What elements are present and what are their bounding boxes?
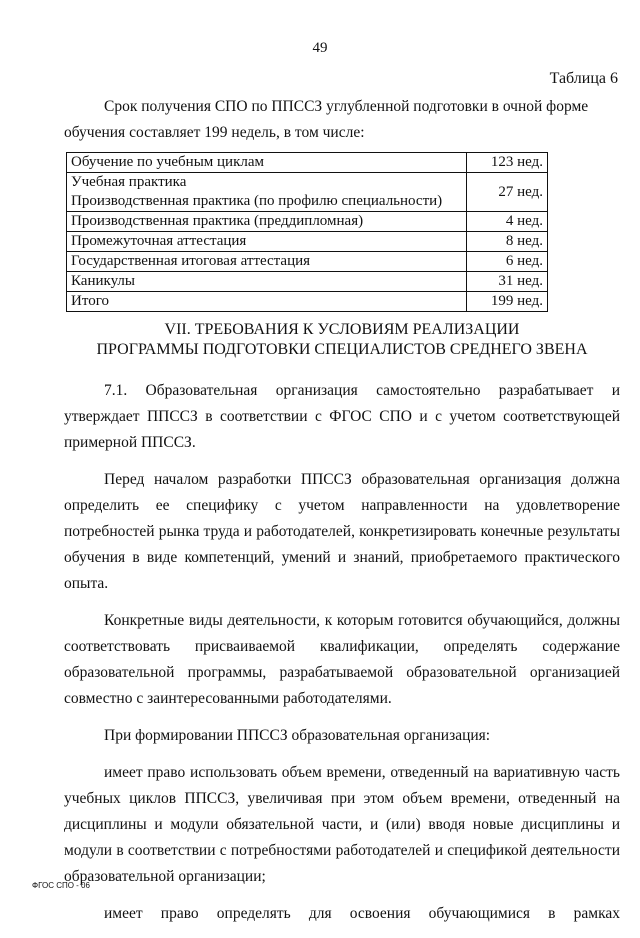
- row-label: Итого: [67, 292, 467, 312]
- paragraph: 7.1. Образовательная организация самостоятельно разрабатывает и утверждает ППССЗ в соответствии с ФГОС СПО и с учетом соответствующей примерной ППССЗ.: [64, 382, 620, 451]
- row-label: Каникулы: [67, 272, 467, 292]
- row-value: 199 нед.: [467, 292, 548, 312]
- row-label: Промежуточная аттестация: [67, 232, 467, 252]
- paragraph: При формировании ППССЗ образовательная организация:: [104, 727, 491, 744]
- row-value: 4 нед.: [467, 212, 548, 232]
- row-label: Производственная практика (преддипломная): [67, 212, 467, 232]
- intro-text: [64, 94, 620, 146]
- page-number: 49: [312, 40, 328, 56]
- section-title-line-1: VII. ТРЕБОВАНИЯ К УСЛОВИЯМ РЕАЛИЗАЦИИ: [164, 321, 520, 338]
- row-value: 123 нед.: [467, 153, 548, 173]
- row-label-line-2: Производственная практика (по профилю специальности): [71, 193, 443, 209]
- row-value: 31 нед.: [467, 272, 548, 292]
- table-row: [67, 252, 548, 272]
- intro-line-1: Срок получения СПО по ППССЗ углубленной подготовки в очной форме: [104, 98, 589, 115]
- row-label: Государственная итоговая аттестация: [67, 252, 467, 272]
- table-label: Таблица 6: [549, 70, 618, 87]
- intro-line-2: обучения составляет 199 недель, в том числе:: [64, 124, 365, 141]
- section-title: [64, 320, 620, 360]
- section-title-line-2: ПРОГРАММЫ ПОДГОТОВКИ СПЕЦИАЛИСТОВ СРЕДНЕГО ЗВЕНА: [96, 341, 588, 358]
- footer-code: ФГОС СПО - 06: [32, 881, 90, 890]
- table-row: [67, 292, 548, 312]
- row-label: Обучение по учебным циклам: [67, 153, 467, 173]
- row-label-line-1: Учебная практика: [71, 174, 187, 190]
- row-value: 8 нед.: [467, 232, 548, 252]
- study-weeks-table: [66, 152, 548, 312]
- row-label: [67, 173, 467, 212]
- table-row: [67, 173, 548, 212]
- paragraph: Перед началом разработки ППССЗ образовательная организация должна определить ее специфику с учетом направленности на удовлетворение потребностей рынка труда и работодателей, конкретизировать конечные результаты обучения в виде компетенций, умений и знаний, приобретаемого практического опыта.: [64, 471, 620, 592]
- paragraph: имеет право использовать объем времени, отведенный на вариативную часть учебных циклов ППССЗ, увеличивая при этом объем времени, отведенный на дисциплины и модули обязательной части, и (или) вводя новые дисциплины и модули в соответствии с потребностями работодателей и спецификой деятельности образовательной организации;: [64, 764, 620, 885]
- body-text: [64, 378, 620, 938]
- table-row: [67, 212, 548, 232]
- paragraph: имеет право определять для освоения обучающимися в рамках: [104, 905, 620, 922]
- row-value: 6 нед.: [467, 252, 548, 272]
- table-row: [67, 232, 548, 252]
- table-row: [67, 272, 548, 292]
- row-value: 27 нед.: [467, 173, 548, 212]
- paragraph: Конкретные виды деятельности, к которым готовится обучающийся, должны соответствовать присваиваемой квалификации, определять содержание образовательной программы, разрабатываемой образовательной организацией совместно с заинтересованными работодателями.: [64, 612, 620, 707]
- table-row: [67, 153, 548, 173]
